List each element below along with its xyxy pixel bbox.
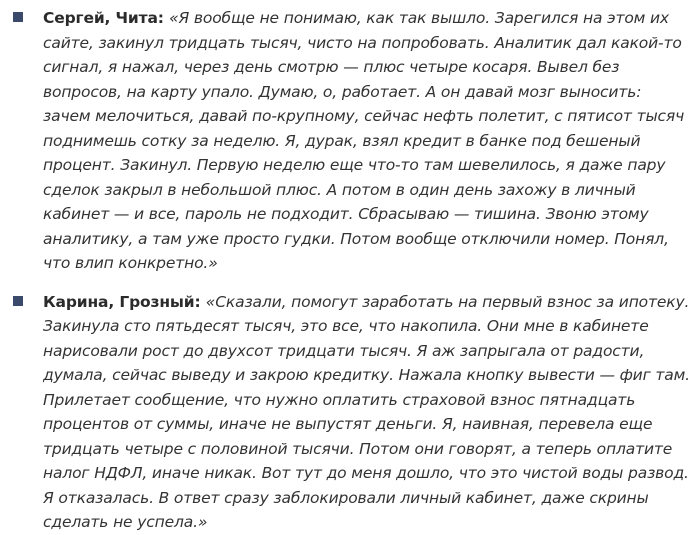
square-bullet-icon — [13, 12, 23, 22]
square-bullet-icon — [13, 296, 23, 306]
testimonial-item — [13, 290, 690, 535]
testimonial-author: Карина, Грозный: — [43, 292, 206, 311]
testimonial-quote: «Я вообще не понимаю, как так вышло. Зарегился на этом их сайте, закинул тридцать тысяч, чисто на попробовать. Аналитик дал какой-то сигнал, я нажал, через день смотрю — плюс четыре косаря. Вывел без вопросов, на карту упало. Думаю, о, работает. А он давай мозг выносить: зачем мелочиться, давай по-крупному, сейчас нефть полетит, с пятисот тысяч поднимешь сотку за неделю. Я, дурак, взял кредит в банке под бешеный процент. Закинул. Первую неделю еще что-то там шевелилось, я даже пару сделок закрыл в небольшой плюс. А потом в один день захожу в личный кабинет — и все, пароль не подходит. Сбрасываю — тишина. Звоню этому аналитику, а там уже просто гудки. Потом вообще отключили номер. Понял, что влип конкретно.» — [43, 9, 685, 272]
testimonial-list — [13, 6, 690, 535]
testimonial-item — [13, 6, 690, 276]
testimonial-quote: «Сказали, помогут заработать на первый взнос за ипотеку. Закинула сто пятьдесят тысяч, это все, что накопила. Они мне в кабинете нарисовали рост до двухсот тридцати тысяч. Я аж запрыгала от радости, думала, сейчас выведу и закрою кредитку. Нажала кнопку вывести — фиг там. Прилетает сообщение, что нужно оплатить страховой взнос пятнадцать процентов от суммы, иначе не выпустят деньги. Я, наивная, перевела еще тридцать четыре с половиной тысячи. Потом они говорят, а теперь оплатите налог НДФЛ, иначе никак. Вот тут до меня дошло, что это чистой воды развод. Я отказалась. В ответ сразу заблокировали личный кабинет, даже скрины сделать не успела.» — [43, 292, 690, 531]
testimonial-author: Сергей, Чита: — [43, 9, 170, 27]
